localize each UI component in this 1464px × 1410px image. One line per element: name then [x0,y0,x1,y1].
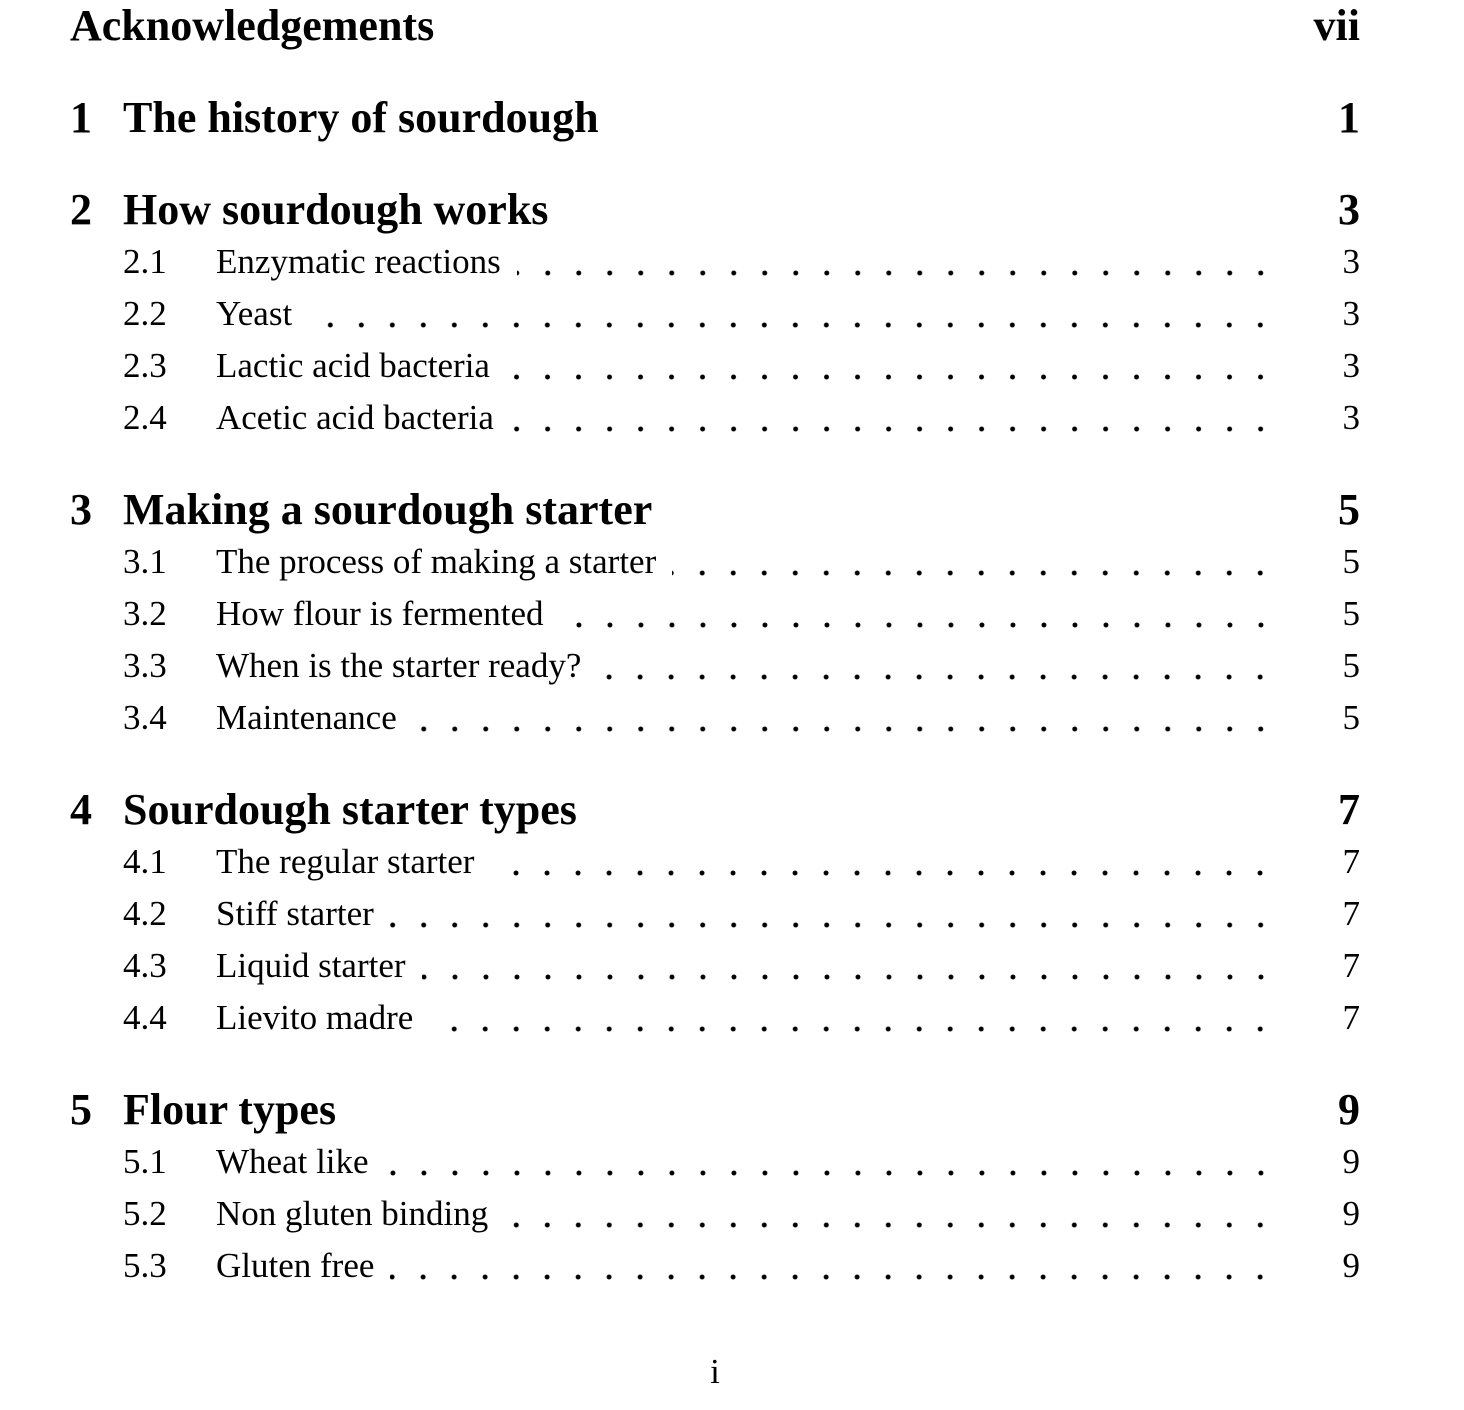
dot-leader [429,992,1280,1044]
chapter-number-label: 5 [70,1085,92,1134]
toc-section-entry [70,692,1360,744]
dot-leader [413,692,1280,744]
footer-page-number: i [710,1352,720,1391]
toc-section-entry [70,1240,1360,1292]
section-title: When is the starter ready? [216,646,582,685]
section-number-label: 4.4 [123,998,167,1037]
dot-leader [504,1188,1280,1240]
dot-leader [308,288,1280,340]
toc-front-entry [70,0,1360,52]
dot-leader [517,236,1280,288]
section-page-number: 9 [1342,1246,1360,1285]
section-title: The regular starter [216,842,475,881]
section-number-label: 2.2 [123,294,167,333]
section-page-number: 7 [1342,946,1360,985]
chapter-number-label: 3 [70,485,92,534]
section-page-number: 5 [1342,698,1360,737]
section-number-label: 3.4 [123,698,167,737]
section-number-label: 2.1 [123,242,167,281]
section-number-label: 2.4 [123,398,167,437]
section-page-number: 7 [1342,842,1360,881]
section-title: Wheat like [216,1142,369,1181]
page-footer [70,1352,1360,1392]
front-entry-title: Acknowledgements [70,1,435,50]
chapter-page-number: 9 [1338,1085,1360,1134]
dot-leader [510,392,1280,444]
section-title: Enzymatic reactions [216,242,501,281]
section-title: Lactic acid bacteria [216,346,490,385]
section-title: Maintenance [216,698,397,737]
chapter-page-number: 5 [1338,485,1360,534]
section-page-number: 5 [1342,646,1360,685]
section-number-label: 4.3 [123,946,167,985]
toc-section-entry [70,888,1360,940]
section-page-number: 5 [1342,594,1360,633]
section-number-label: 5.1 [123,1142,167,1181]
section-title: Gluten free [216,1246,375,1285]
section-page-number: 9 [1342,1142,1360,1181]
section-title: Yeast [216,294,293,333]
section-title: Acetic acid bacteria [216,398,494,437]
dot-leader [390,1240,1280,1292]
chapter-title: Making a sourdough starter [123,485,653,534]
dot-leader [385,1136,1280,1188]
section-title: How flour is fermented [216,594,544,633]
toc-section-entry [70,1136,1360,1188]
chapter-title: The history of sourdough [123,93,599,142]
section-title: Lievito madre [216,998,414,1037]
toc-section-entry [70,640,1360,692]
section-page-number: 7 [1342,998,1360,1037]
toc-chapter-entry [70,784,1360,836]
toc-chapter-entry [70,1084,1360,1136]
dot-leader [560,588,1280,640]
section-number-label: 4.2 [123,894,167,933]
chapter-title: Sourdough starter types [123,785,577,834]
front-entry-page-number: vii [1313,1,1360,50]
section-page-number: 7 [1342,894,1360,933]
toc-section-entry [70,836,1360,888]
section-title: Liquid starter [216,946,406,985]
section-number-label: 5.2 [123,1194,167,1233]
section-page-number: 3 [1342,346,1360,385]
chapter-page-number: 3 [1338,185,1360,234]
toc-section-entry [70,536,1360,588]
dot-leader [672,536,1280,588]
toc-chapter-entry [70,484,1360,536]
section-page-number: 9 [1342,1194,1360,1233]
section-page-number: 3 [1342,242,1360,281]
dot-leader [506,340,1280,392]
chapter-number-label: 4 [70,785,92,834]
section-title: The process of making a starter [216,542,657,581]
section-page-number: 3 [1342,294,1360,333]
section-title: Non gluten binding [216,1194,489,1233]
section-number-label: 5.3 [123,1246,167,1285]
chapter-title: How sourdough works [123,185,549,234]
chapter-number-label: 1 [70,93,92,142]
section-number-label: 3.1 [123,542,167,581]
toc-section-entry [70,992,1360,1044]
toc-section-entry [70,940,1360,992]
toc-section-entry [70,236,1360,288]
dot-leader [490,836,1280,888]
toc-section-entry [70,340,1360,392]
section-page-number: 3 [1342,398,1360,437]
toc-chapter-entry [70,184,1360,236]
dot-leader [597,640,1280,692]
chapter-title: Flour types [123,1085,337,1134]
toc-section-entry [70,392,1360,444]
dot-leader [390,888,1280,940]
toc-section-entry [70,588,1360,640]
dot-leader [422,940,1280,992]
chapter-page-number: 1 [1338,93,1360,142]
section-page-number: 5 [1342,542,1360,581]
chapter-page-number: 7 [1338,785,1360,834]
toc-section-entry [70,288,1360,340]
section-number-label: 3.3 [123,646,167,685]
section-number-label: 4.1 [123,842,167,881]
section-number-label: 2.3 [123,346,167,385]
section-title: Stiff starter [216,894,374,933]
toc-section-entry [70,1188,1360,1240]
toc-chapter-entry [70,92,1360,144]
section-number-label: 3.2 [123,594,167,633]
table-of-contents [70,0,1360,1292]
chapter-number-label: 2 [70,185,92,234]
